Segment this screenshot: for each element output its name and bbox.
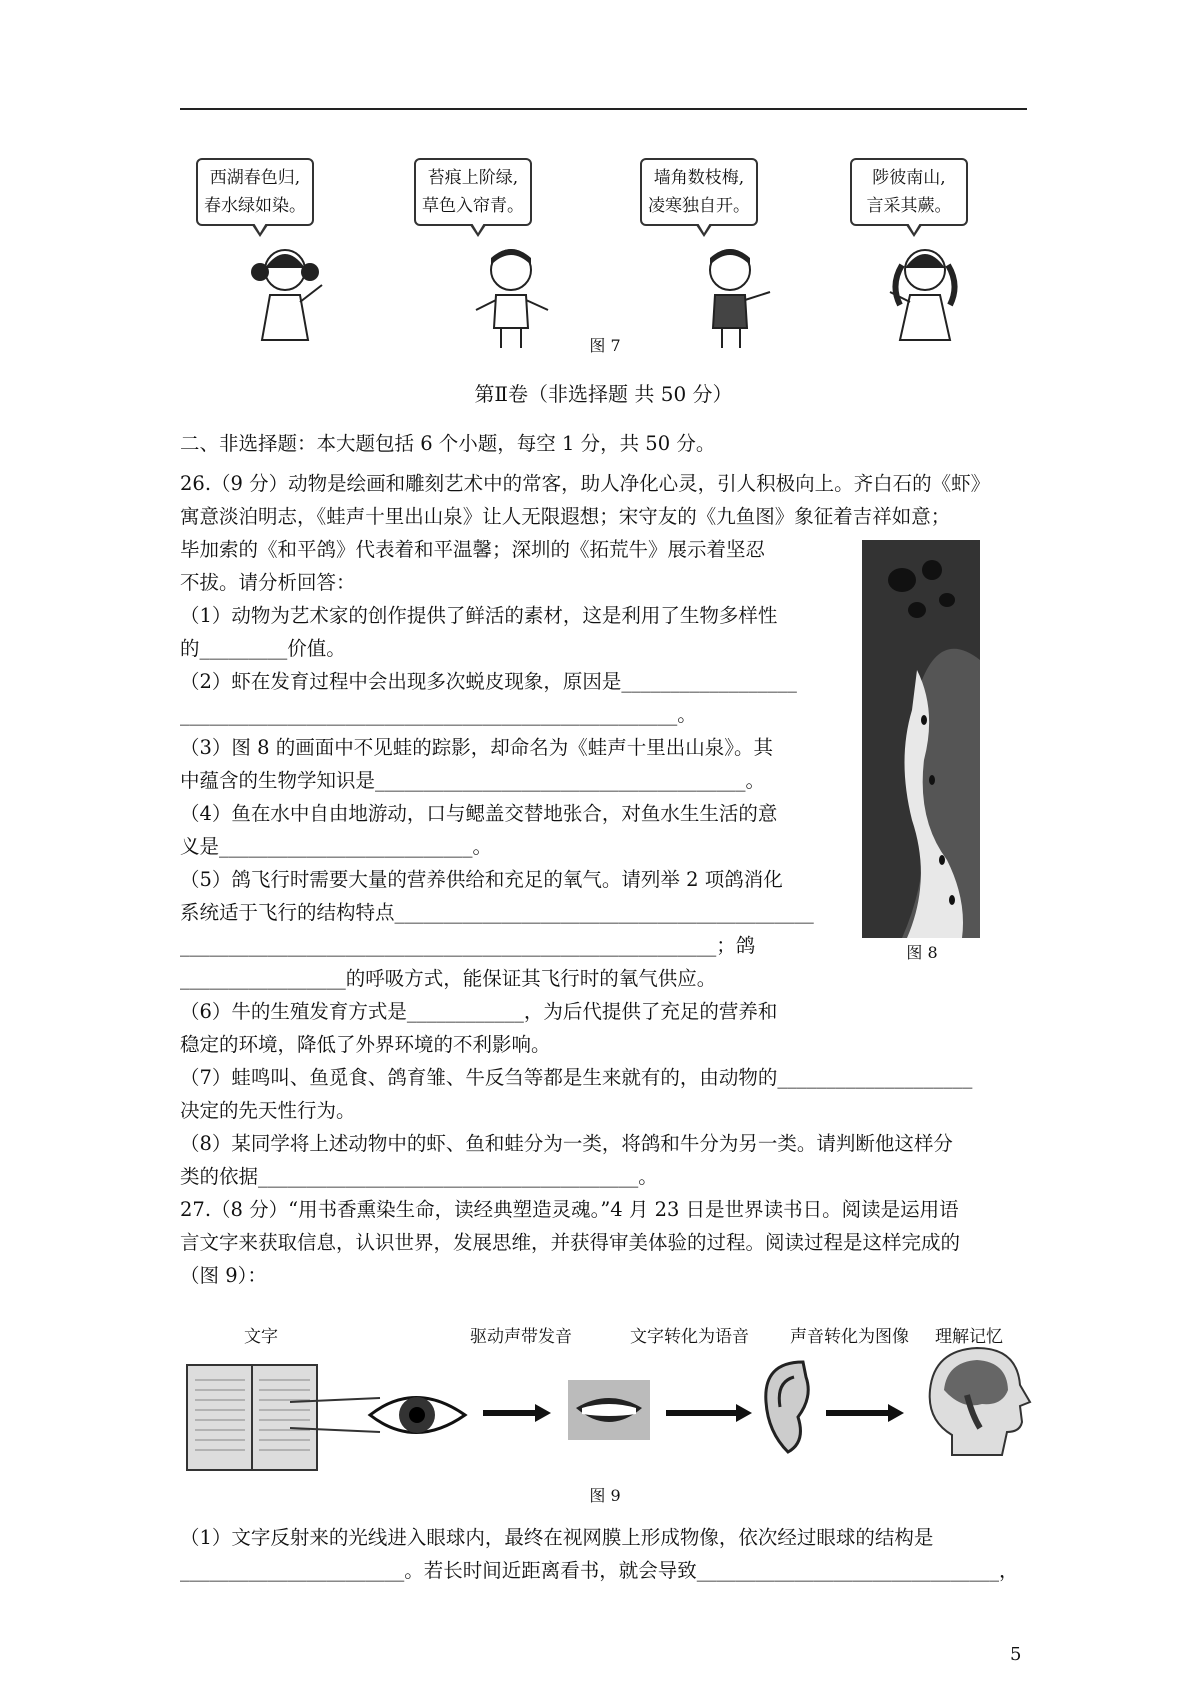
bubble-line: 春水绿如染。 bbox=[204, 196, 306, 216]
q26-line: 中蕴含的生物学知识是______________________________________。 bbox=[180, 769, 766, 792]
arrow-1 bbox=[483, 1410, 535, 1416]
figure-8-painting bbox=[862, 540, 980, 938]
page-number: 5 bbox=[1010, 1644, 1022, 1665]
figure-7-caption: 图 7 bbox=[589, 336, 621, 355]
q27-line: 言文字来获取信息，认识世界，发展思维，并获得审美体验的过程。阅读过程是这样完成的 bbox=[180, 1231, 961, 1254]
fig9-label-text: 文字 bbox=[244, 1327, 278, 1347]
speech-bubble-3 bbox=[640, 158, 758, 226]
q26-line: 义是__________________________。 bbox=[180, 835, 493, 858]
arrow-2 bbox=[666, 1410, 736, 1416]
q26-line: （5）鸽飞行时需要大量的营养供给和充足的氧气。请列举 2 项鸽消化 bbox=[180, 868, 783, 891]
cartoon-boy-2 bbox=[690, 240, 780, 350]
q26-line: 毕加索的《和平鸽》代表着和平温馨；深圳的《拓荒牛》展示着坚忍 bbox=[180, 538, 766, 561]
q26-line: 不拔。请分析回答： bbox=[180, 571, 356, 594]
figure-9-caption: 图 9 bbox=[589, 1486, 621, 1505]
q26-line: （2）虾在发育过程中会出现多次蜕皮现象，原因是__________________ bbox=[180, 670, 797, 693]
q26-line: 稳定的环境，降低了外界环境的不利影响。 bbox=[180, 1033, 551, 1056]
brain-head-icon bbox=[922, 1340, 1032, 1460]
bubble-line: 墙角数枝梅, bbox=[653, 168, 745, 188]
fig9-label-speech: 文字转化为语音 bbox=[630, 1327, 749, 1347]
q26-line: 系统适于飞行的结构特点___________________________________________ bbox=[180, 901, 814, 924]
bubble-line: 言采其蕨。 bbox=[866, 196, 952, 216]
ear-icon bbox=[758, 1357, 818, 1457]
speech-bubble-2 bbox=[414, 158, 532, 226]
q26-line: 的_________价值。 bbox=[180, 637, 346, 660]
q26-line: 决定的先天性行为。 bbox=[180, 1099, 356, 1122]
bubble-line: 陟彼南山, bbox=[872, 168, 946, 188]
mouth-icon bbox=[568, 1380, 650, 1440]
q26-line: 26.（9 分）动物是绘画和雕刻艺术中的常客，助人净化心灵，引人积极向上。齐白石的《虾》 bbox=[180, 472, 991, 495]
speech-bubble-4 bbox=[850, 158, 968, 226]
bubble-line: 凌寒独自开。 bbox=[648, 196, 750, 216]
cartoon-boy-1 bbox=[466, 240, 556, 350]
fig9-label-vocal: 驱动声带发音 bbox=[470, 1327, 572, 1347]
q26-line: （1）动物为艺术家的创作提供了鲜活的素材，这是利用了生物多样性 bbox=[180, 604, 778, 627]
eye-icon bbox=[290, 1380, 470, 1450]
q27-line: （图 9）： bbox=[180, 1264, 267, 1287]
cartoon-girl-1 bbox=[240, 240, 330, 350]
fig9-label-memory: 理解记忆 bbox=[935, 1327, 1003, 1347]
q26-line: （3）图 8 的画面中不见蛙的踪影，却命名为《蛙声十里出山泉》。其 bbox=[180, 736, 773, 759]
speech-bubble-1 bbox=[196, 158, 314, 226]
q27-line: 27.（8 分）“用书香熏染生命，读经典塑造灵魂。”4 月 23 日是世界读书日。阅读是运用语 bbox=[180, 1198, 959, 1221]
bubble-line: 西湖春色归, bbox=[209, 168, 301, 188]
q27-sub-line: _______________________。若长时间近距离看书，就会导致_______________________________， bbox=[180, 1559, 1019, 1582]
bubble-line: 草色入帘青。 bbox=[422, 196, 524, 216]
section-title: 第Ⅱ卷（非选择题 共 50 分） bbox=[474, 382, 733, 406]
q26-line: （6）牛的生殖发育方式是____________，为后代提供了充足的营养和 bbox=[180, 1000, 778, 1023]
q26-line: （4）鱼在水中自由地游动，口与鳃盖交替地张合，对鱼水生生活的意 bbox=[180, 802, 778, 825]
bubble-line: 苔痕上阶绿, bbox=[427, 168, 519, 188]
header-rule bbox=[180, 108, 1027, 110]
q26-line: _________________的呼吸方式，能保证其飞行时的氧气供应。 bbox=[180, 967, 717, 990]
q26-line: （8）某同学将上述动物中的虾、鱼和蛙分为一类，将鸽和牛分为另一类。请判断他这样分 bbox=[180, 1132, 953, 1155]
q26-line: 类的依据_______________________________________。 bbox=[180, 1165, 658, 1188]
figure-8-caption: 图 8 bbox=[906, 943, 938, 962]
q26-line: （7）蛙鸣叫、鱼觅食、鸽育雏、牛反刍等都是生来就有的，由动物的____________________ bbox=[180, 1066, 973, 1089]
arrow-3 bbox=[826, 1410, 888, 1416]
cartoon-girl-2 bbox=[880, 240, 970, 350]
q27-sub-line: （1）文字反射来的光线进入眼球内，最终在视网膜上形成物像，依次经过眼球的结构是 bbox=[180, 1526, 934, 1549]
q26-line: ___________________________________________________。 bbox=[180, 703, 697, 726]
section-intro: 二、非选择题：本大题包括 6 个小题，每空 1 分，共 50 分。 bbox=[180, 432, 716, 455]
fig9-label-image: 声音转化为图像 bbox=[790, 1327, 909, 1347]
q26-line: _______________________________________________________；鸽 bbox=[180, 934, 756, 957]
q26-line: 寓意淡泊明志，《蛙声十里出山泉》让人无限遐想；宋守友的《九鱼图》象征着吉祥如意； bbox=[180, 505, 951, 528]
